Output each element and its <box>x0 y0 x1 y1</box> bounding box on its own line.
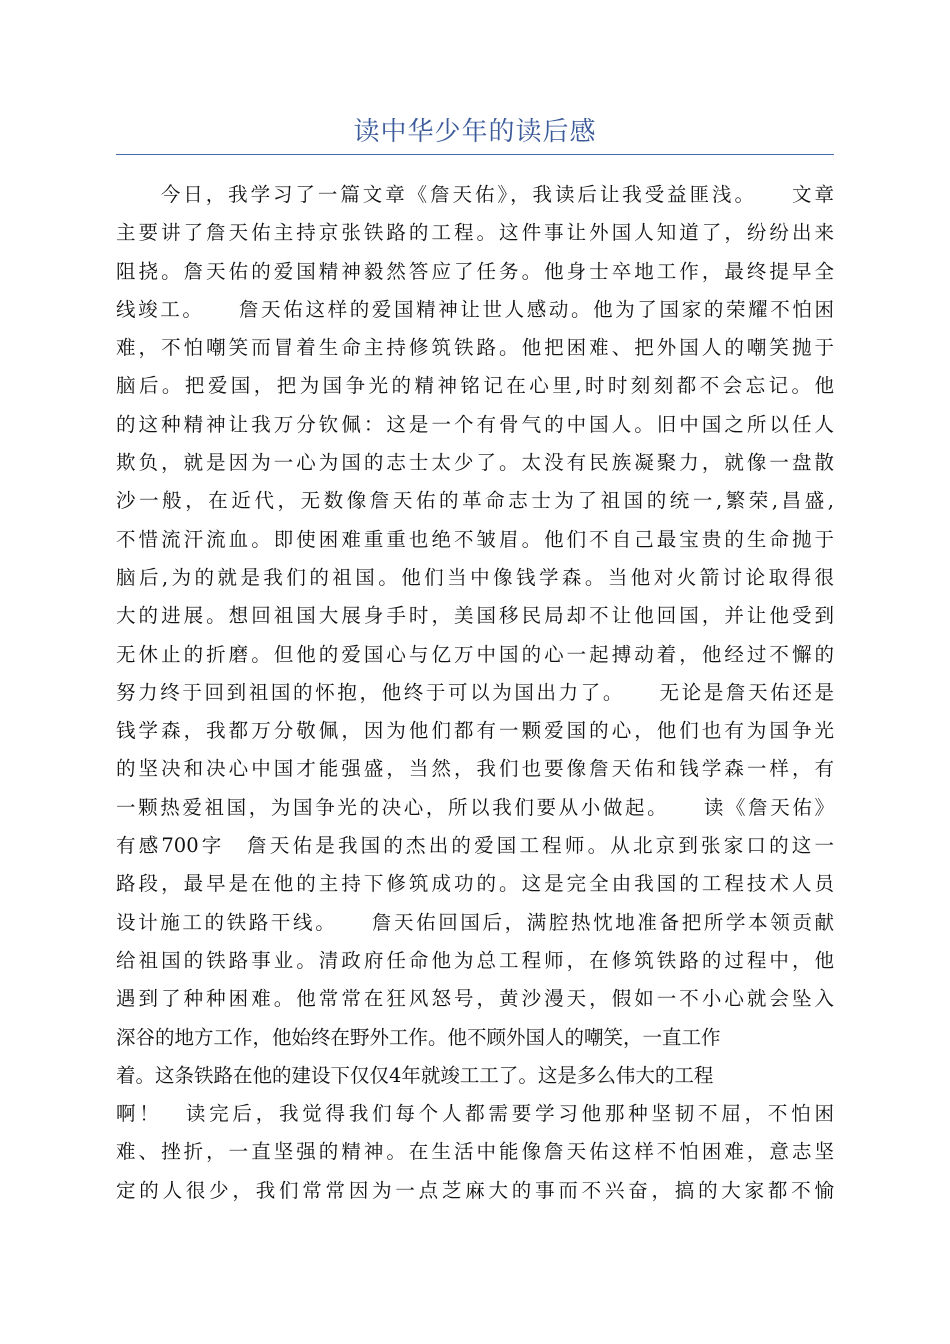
body-line: 着。这条铁路在他的建设下仅仅4年就竣工工了。这是多么伟大的工程 <box>116 1063 714 1087</box>
title-underline <box>116 154 834 155</box>
body-line: 阻挠。詹天佑的爱国精神毅然答应了任务。他身士卒地工作，最终提早全 <box>116 259 834 283</box>
document-body <box>116 176 834 1210</box>
body-line: 给祖国的铁路事业。清政府任命他为总工程师，在修筑铁路的过程中，他 <box>116 948 834 972</box>
body-line: 的这种精神让我万分钦佩：这是一个有骨气的中国人。旧中国之所以任人 <box>116 412 834 436</box>
body-line: 难，不怕嘲笑而冒着生命主持修筑铁路。他把困难、把外国人的嘲笑抛于 <box>116 336 834 360</box>
body-line: 今日，我学习了一篇文章《詹天佑》，我读后让我受益匪浅。 文章 <box>116 183 834 206</box>
body-line: 不惜流汗流血。即使困难重重也绝不皱眉。他们不自己最宝贵的生命抛于 <box>116 527 834 551</box>
body-line: 遇到了种种困难。他常常在狂风怒号，黄沙漫天，假如一不小心就会坠入 <box>116 987 834 1011</box>
body-line: 的坚决和决心中国才能强盛，当然，我们也要像詹天佑和钱学森一样，有 <box>116 757 834 781</box>
body-line: 努力终于回到祖国的怀抱，他终于可以为国出力了。 无论是詹天佑还是 <box>116 680 834 704</box>
body-line: 深谷的地方工作，他始终在野外工作。他不顾外国人的嘲笑，一直工作 <box>116 1025 721 1049</box>
body-line: 定的人很少，我们常常因为一点芝麻大的事而不兴奋，搞的大家都不愉 <box>116 1178 834 1202</box>
body-line: 欺负，就是因为一心为国的志士太少了。太没有民族凝聚力，就像一盘散 <box>116 451 834 475</box>
body-line: 脑后。把爱国，把为国争光的精神铭记在心里,时时刻刻都不会忘记。他 <box>116 374 834 398</box>
body-line: 大的进展。想回祖国大展身手时，美国移民局却不让他回国，并让他受到 <box>116 604 834 628</box>
body-line: 有感700字 詹天佑是我国的杰出的爱国工程师。从北京到张家口的这一 <box>116 834 834 858</box>
document-title: 读中华少年的读后感 <box>353 117 597 147</box>
body-line: 啊！ 读完后，我觉得我们每个人都需要学习他那种坚韧不屈，不怕困 <box>116 1102 834 1126</box>
body-line: 钱学森，我都万分敬佩，因为他们都有一颗爱国的心，他们也有为国争光 <box>116 719 834 743</box>
body-line: 路段，最早是在他的主持下修筑成功的。这是完全由我国的工程技术人员 <box>116 872 834 896</box>
body-line: 主要讲了詹天佑主持京张铁路的工程。这件事让外国人知道了，纷纷出来 <box>116 221 834 245</box>
body-line: 无休止的折磨。但他的爱国心与亿万中国的心一起搏动着，他经过不懈的 <box>116 642 834 666</box>
body-line: 设计施工的铁路干线。 詹天佑回国后，满腔热忱地准备把所学本领贡献 <box>116 910 834 934</box>
body-line: 一颗热爱祖国，为国争光的决心，所以我们要从小做起。 读《詹天佑》 <box>116 795 834 819</box>
body-line: 难、挫折，一直坚强的精神。在生活中能像詹天佑这样不怕困难，意志坚 <box>116 1140 834 1164</box>
body-line: 脑后,为的就是我们的祖国。他们当中像钱学森。当他对火箭讨论取得很 <box>116 565 834 589</box>
body-line: 沙一般，在近代，无数像詹天佑的革命志士为了祖国的统一,繁荣,昌盛, <box>116 489 834 513</box>
body-line: 线竣工。 詹天佑这样的爱国精神让世人感动。他为了国家的荣耀不怕困 <box>116 297 834 321</box>
